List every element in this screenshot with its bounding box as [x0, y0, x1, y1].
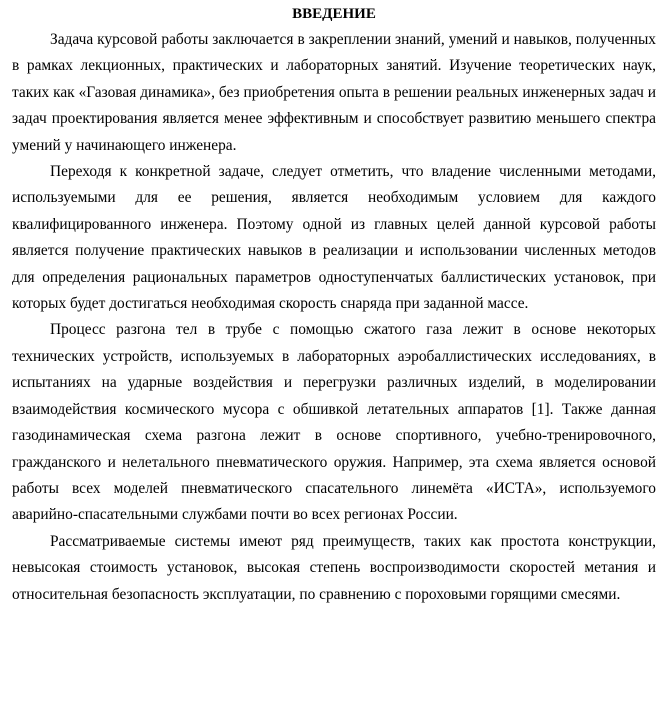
paragraph-4: Рассматриваемые системы имеют ряд преимуществ, таких как простота конструкции, невысокая стоимость установок, высокая степень воспроизводимости скоростей метания и относительная безопасность эксплуатации, по сравнению с пороховыми горящими смесями. — [12, 532, 656, 603]
section-heading: ВВЕДЕНИЕ — [292, 6, 376, 22]
paragraph-1: Задача курсовой работы заключается в закреплении знаний, умений и навыков, полученных в рамках лекционных, практических и лабораторных занятий. Изучение теоретических наук, таких как «Газовая динамика», без приобретения опыта в решении реальных инженерных задач и задач проектирования является менее эффективным и способствует развитию меньшего спектра умений у начинающего инженера. — [12, 31, 656, 154]
paragraph-3: Процесс разгона тел в трубе с помощью сжатого газа лежит в основе некоторых технических устройств, используемых в лабораторных аэробаллистических исследованиях, в испытаниях на ударные воздействия и перегрузки различных изделий, в моделировании взаимодействия космического мусора с обшивкой летательных аппаратов [1]. Также данная газодинамическая схема разгона лежит в основе спортивного, учебно-тренировочного, гражданского и нелетального пневматического оружия. Например, эта схема является основой работы всех моделей пневматического спасательного линемёта «ИСТА», используемого аварийно-спасательными службами почти во всех регионах России. — [12, 321, 656, 524]
paragraph-2: Переходя к конкретной задаче, следует отметить, что владение численными методами, используемыми для ее решения, является необходимым условием для каждого квалифицированного инженера. Поэтому одной из главных целей данной курсовой работы является получение практических навыков в реализации и использовании численных методов для определения рациональных параметров одноступенчатых баллистических установок, при которых будет достигаться необходимая скорость снаряда при заданной массе. — [12, 163, 656, 313]
